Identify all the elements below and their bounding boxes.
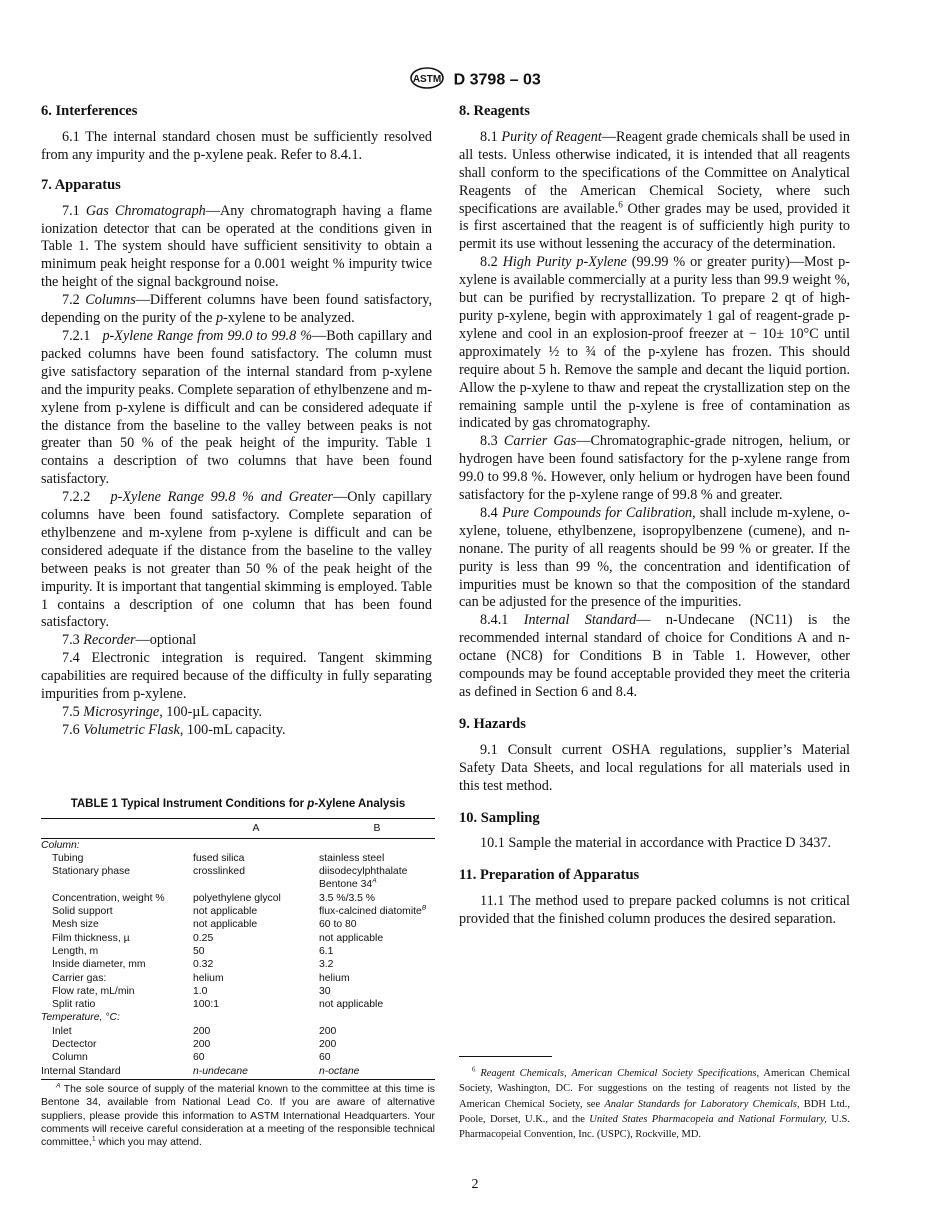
table-row: Concentration, weight % polyethylene glycol 3.5 %/3.5 % bbox=[52, 892, 376, 904]
footnote-rule bbox=[459, 1056, 552, 1057]
para-10-1: 10.1 Sample the material in accordance with Practice D 3437. bbox=[480, 835, 832, 852]
section-10-heading: 10. Sampling bbox=[459, 809, 540, 826]
table-row: Solid support not applicable flux-calcined diatomite$^B$ bbox=[52, 904, 427, 918]
table-row: Film thickness, µ 0.25 not applicable bbox=[52, 932, 384, 944]
para-7-3: 7.3 Recorder—optional bbox=[62, 632, 197, 649]
right-column bbox=[459, 103, 850, 929]
table-row: Bentone $34^A$ bbox=[319, 878, 377, 891]
page-number: 2 bbox=[471, 1177, 479, 1192]
page-header bbox=[0, 66, 950, 95]
para-6-1: 6.1 The internal standard chosen must be sufficiently resolved from any impurity and the p-xylene peak. Refer to 8.4.1. bbox=[41, 128, 432, 163]
para-7-5: 7.5 Microsyringe, 100-µL capacity. bbox=[62, 704, 263, 720]
para-9-1: 9.1 Consult current OSHA regulations, supplier’s Material Safety Data Sheets, and local regulations for all materials used in this test method. bbox=[459, 741, 850, 794]
table-row: Inlet 200 200 bbox=[52, 1025, 337, 1037]
para-7-6: 7.6 Volumetric Flask, 100-mL capacity. bbox=[62, 721, 286, 738]
table-row: Column: bbox=[41, 839, 80, 851]
left-column bbox=[41, 103, 432, 740]
column-a-header: A bbox=[193, 819, 319, 838]
column-b-header: B bbox=[319, 819, 435, 838]
para-8-4-1: 8.4.1 Internal Standard— n-Undecane (NC11) is the recommended internal standard of choice for Conditions A and n-octane (NC8) for Conditions B in Table 1. However, other compounds may be found acceptable provided they meet the criteria as defined in Section 6 and 8.4. bbox=[459, 612, 850, 700]
astm-logo-icon bbox=[409, 66, 445, 95]
table-1 bbox=[41, 798, 435, 1149]
para-8-3: 8.3 Carrier Gas—Chromatographic-grade nitrogen, helium, or hydrogen have been found satisfactory for the p-xylene range from 99.0 to 99.8 %. However, only helium or hydrogen have been found satisfactory for the p-xylene range of 99.8 % and greater. bbox=[459, 433, 850, 504]
section-6-heading: 6. Interferences bbox=[41, 103, 138, 119]
table-row: Stationary phase crosslinked diisodecylphthalate bbox=[52, 866, 408, 878]
table-row: Length, m 50 6.1 bbox=[52, 945, 334, 957]
table-row: Mesh size not applicable 60 to 80 bbox=[52, 919, 357, 931]
svg-text:ASTM: ASTM bbox=[413, 74, 442, 85]
section-8-heading: 8. Reagents bbox=[459, 103, 530, 119]
para-7-1: 7.1 Gas Chromatograph—Any chromatograph having a flame ionization detector that can be operated at the conditions given in Table 1. The system should have sufficient sensitivity to obtain a minimum peak height response for a 0.001 weight % impurity twice the height of the signal background noise. bbox=[41, 202, 432, 291]
para-7-2-2: 7.2.2 p-Xylene Range 99.8 % and Greater—Only capillary columns have been found satisfactory. Complete separation of ethylbenzene and m-xylene from p-xylene is difficult and can be considered adequate if the distance from the baseline to the valley between peaks is not greater than 50 % of the peak height of the impurity. It is important that tangential skimming is employed. Table 1 contains a description of one column that has been found satisfactory. bbox=[41, 489, 433, 631]
para-7-4: 7.4 Electronic integration is required. Tangent skimming capabilities are required because of the difficulty in fully separating impurities from p-xylene. bbox=[41, 650, 432, 703]
table-row: Temperature, °C: bbox=[41, 1012, 120, 1024]
section-7-heading: 7. Apparatus bbox=[41, 176, 121, 193]
table-row: Dectector 200 200 bbox=[52, 1039, 337, 1051]
section-11-heading: 11. Preparation of Apparatus bbox=[459, 867, 640, 884]
document-designation: D 3798 – 03 bbox=[453, 71, 541, 89]
table-row: Inside diameter, mm 0.32 3.2 bbox=[52, 959, 334, 971]
table-row: Split ratio 100:1 not applicable bbox=[52, 999, 384, 1011]
table-1-title: TABLE 1 Typical Instrument Conditions for p-Xylene Analysis bbox=[70, 798, 406, 810]
table-1-footnote: $^A$ The sole source of supply of the material known to the committee at this time is Bentone 34, available from National Lead Co. If you are aware of alternative suppliers, please provide this information to ASTM International Headquarters. Your comments will receive careful consideration at a meeting of the responsible technical committee,$^1$ which you may attend. bbox=[41, 1082, 435, 1149]
para-8-1: 8.1 Purity of Reagent—Reagent grade chemicals shall be used in all tests. Unless otherwise indicated, it is intended that all reagents shall conform to the specifications of the Committee on Analytical Reagents of the American Chemical Society, where such specifications are available.$^6$ Other grades may be used, provided it is first ascertained that the reagent is of sufficiently high purity to permit its use without lessening the accuracy of the determination. bbox=[459, 128, 851, 253]
table-row: Carrier gas: helium helium bbox=[52, 972, 350, 984]
table-row: Column 60 60 bbox=[52, 1052, 331, 1064]
instrument-conditions-table bbox=[41, 818, 435, 1080]
section-9-heading: 9. Hazards bbox=[459, 715, 526, 732]
table-row: Tubing fused silica stainless steel bbox=[52, 852, 385, 864]
table-row: Flow rate, mL/min 1.0 30 bbox=[52, 985, 331, 997]
footnote-6: $^6$ Reagent Chemicals, American Chemical Society Specifications, American Chemical Society, Washington, DC. For suggestions on the testing of reagents not listed by the American Chemical Society, see Analar Standards for Laboratory Chemicals, BDH Ltd., Poole, Dorset, U.K., and the United States Pharmacopeia and National Formulary, U.S. Pharmacopeial Convention, Inc. (USPC), Rockville, MD. bbox=[459, 1066, 851, 1141]
para-7-2-1: 7.2.1 p-Xylene Range from 99.0 to 99.8 %—Both capillary and packed columns have been found satisfactory. The column must give satisfactory separation of the internal standard from p-xylene and the impurity peaks. Complete separation of ethylbenzene and m-xylene from p-xylene is difficult and can be considered adequate if the distance from the baseline to the valley between peaks is not greater than 50 % of the peak height of the impurity. Table 1 contains a description of two columns that have been found satisfactory. bbox=[41, 327, 432, 488]
para-8-4: 8.4 Pure Compounds for Calibration, shall include m-xylene, o-xylene, toluene, ethylbenzene, isopropylbenzene (cumene), and n-nonane. The purity of all reagents should be 99 % or greater. If the purity is less than 99 %, the concentration and identification of impurities must be known so that the composition of the standard can be adjusted for the presence of the impurities. bbox=[459, 504, 850, 611]
para-8-2: 8.2 High Purity p-Xylene (99.99 % or greater purity)—Most p-xylene is available commercially at a purity less than 99.9 weight %, but can be purified by recrystallization. To prepare 2 qt of high-purity p-xylene, begin with approximately 1 gal of reagent-grade p-xylene and cool in an explosion-proof freezer at − 10± 10°C until approximately ½ to ¾ of the p-xylene has frozen. This should require about 5 h. Remove the sample and decant the liquid portion. Allow the p-xylene to thaw and repeat the crystallization step on the remaining sample until the p-xylene is free of contamination as indicated by gas chromatography. bbox=[459, 254, 851, 432]
table-header-row bbox=[41, 819, 435, 838]
para-7-2: 7.2 Columns—Different columns have been found satisfactory, depending on the purity of the p-xylene to be analyzed. bbox=[41, 292, 433, 327]
para-11-1: 11.1 The method used to prepare packed columns is not critical provided that the finished column produces the desired separation. bbox=[459, 893, 850, 928]
table-row: Internal Standard n-undecane n-octane bbox=[41, 1065, 435, 1080]
